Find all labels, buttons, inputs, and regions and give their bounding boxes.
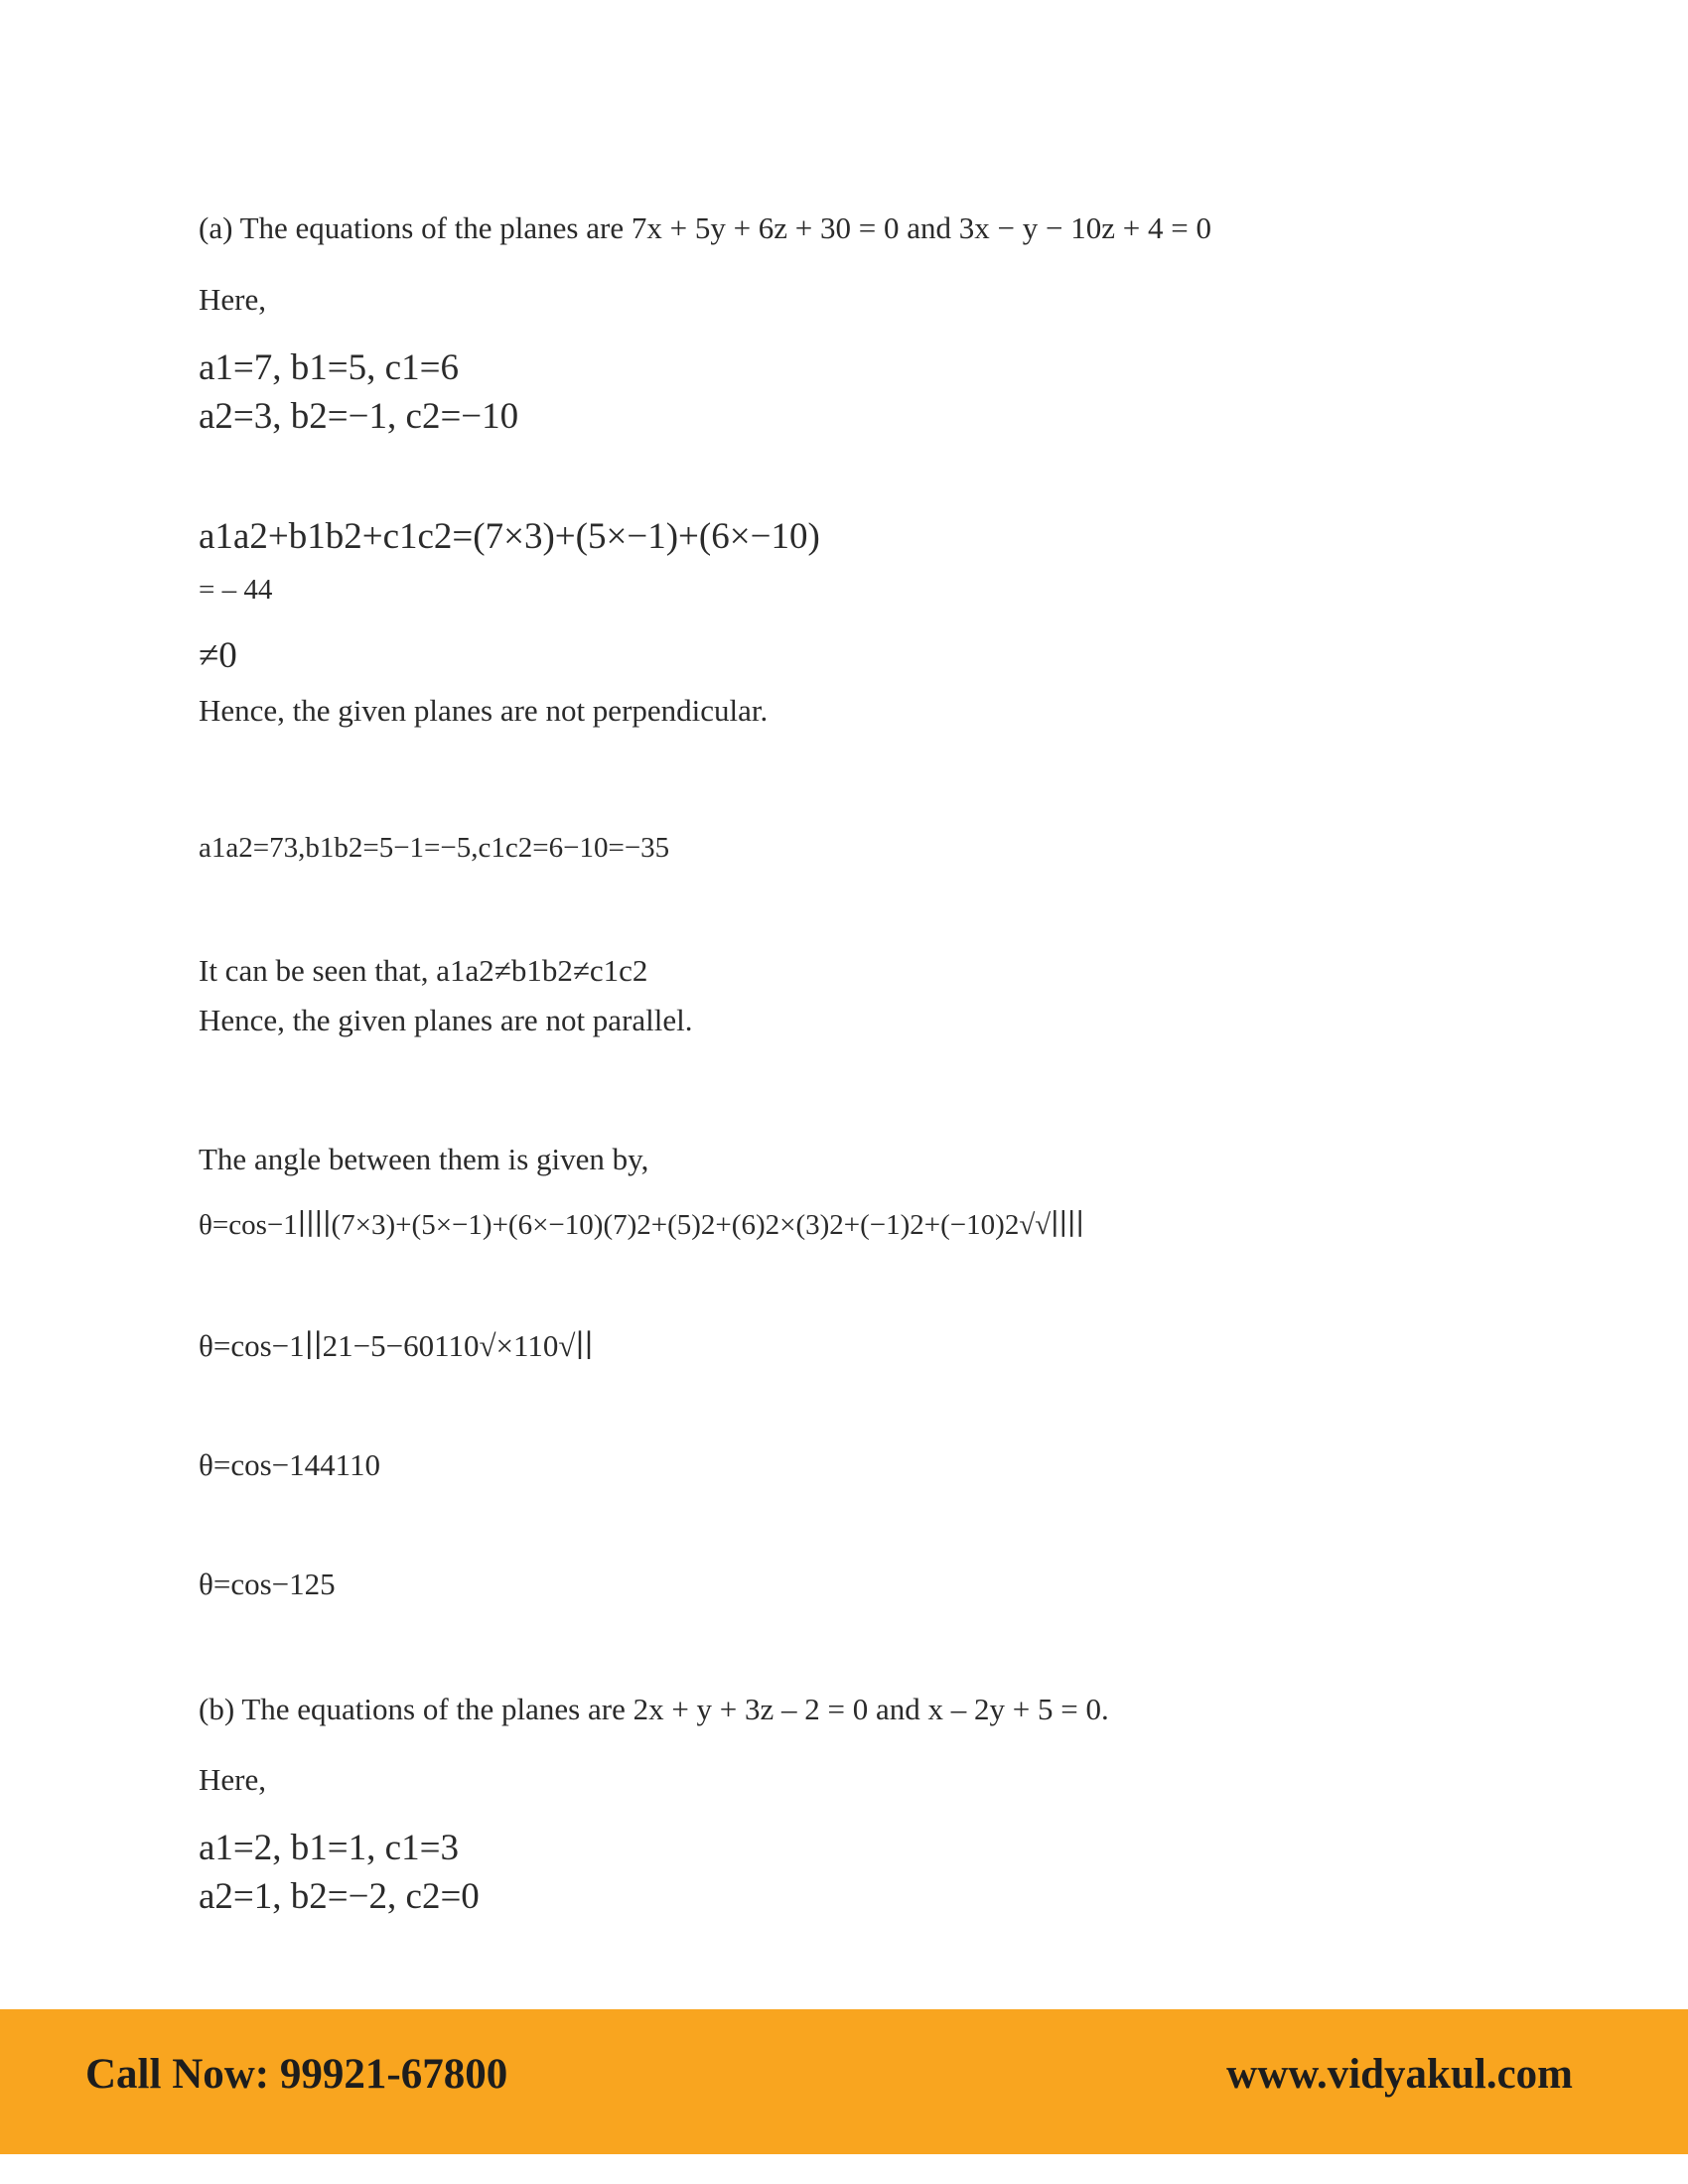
part-b-intro: (b) The equations of the planes are 2x + y + 3z – 2 = 0 and x – 2y + 5 = 0. [199,1692,1109,1726]
footer-banner [0,2009,1688,2154]
part-b-coefficients-1: a1=2, b1=1, c1=3 [199,1828,459,1868]
part-a-coefficients-2: a2=3, b2=−1, c2=−10 [199,396,519,437]
part-a-not-perpendicular: Hence, the given planes are not perpendicular. [199,693,769,728]
part-a-ratios: a1a2=73,b1b2=5−1=−5,c1c2=6−10=−35 [199,832,670,864]
part-a-theta-step-2: θ=cos−1∣∣21−5−60110√×110√∣∣ [199,1328,594,1363]
part-a-not-parallel: Hence, the given planes are not parallel. [199,1003,693,1037]
part-a-product-sum: a1a2+b1b2+c1c2=(7×3)+(5×−1)+(6×−10) [199,516,820,557]
part-a-not-equal-zero: ≠0 [199,635,237,676]
part-a-ratio-comparison: It can be seen that, a1a2≠b1b2≠c1c2 [199,953,648,988]
part-a-theta-step-4: θ=cos−125 [199,1567,336,1601]
part-a-intro: (a) The equations of the planes are 7x + 5y + 6z + 30 = 0 and 3x − y − 10z + 4 = 0 [199,210,1211,245]
part-a-coefficients-1: a1=7, b1=5, c1=6 [199,347,459,388]
website-text: www.vidyakul.com [1226,2051,1573,2098]
part-b-coefficients-2: a2=1, b2=−2, c2=0 [199,1876,480,1917]
part-a-angle-intro: The angle between them is given by, [199,1142,649,1176]
call-now-text: Call Now: 99921-67800 [85,2051,508,2098]
part-a-here: Here, [199,282,266,317]
part-a-product-result: = – 44 [199,574,273,606]
part-b-here: Here, [199,1762,266,1797]
part-a-theta-step-1: θ=cos−1∣∣∣∣(7×3)+(5×−1)+(6×−10)(7)2+(5)2+(6)2×(3)2+(−1)2+(−10)2√√∣∣∣∣ [199,1209,1084,1241]
part-a-theta-step-3: θ=cos−144110 [199,1447,380,1482]
